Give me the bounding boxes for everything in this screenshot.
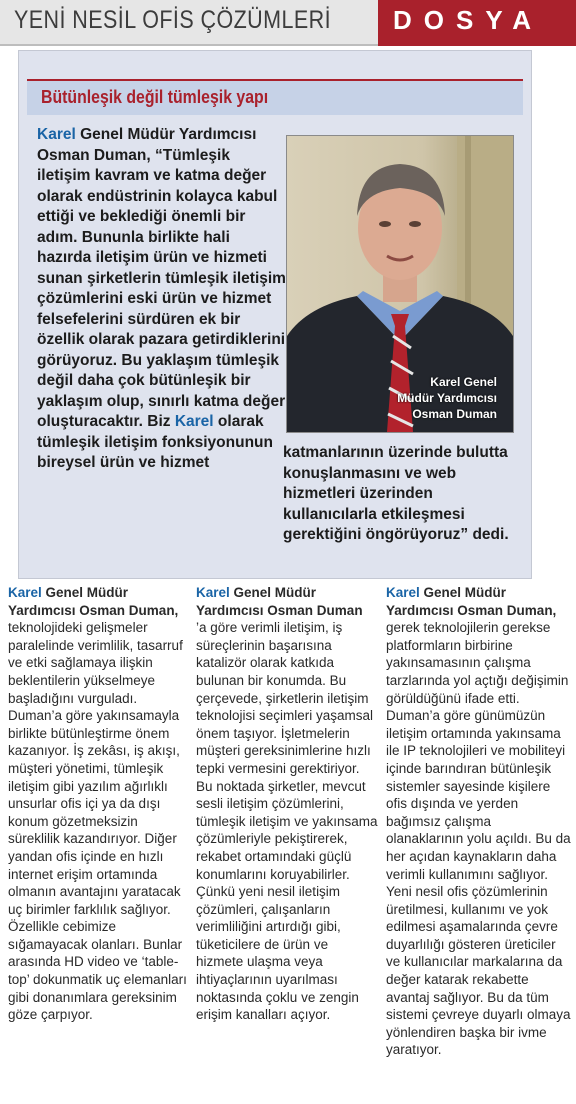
quote-body: Genel Müdür Yardımcısı Osman Duman, “Tümleşik iletişim kavram ve katma değer olarak endüstrinin kolayca kabul ettiği ve beklediği önemli bir adım. Bununla birlikte hali hazırda iletişim ürün ve hizmeti sunan şirketlerin tümleşik iletişim çözümlerini eski ürün ve hizmet felsefelerini sürdüren ek bir özellik olarak pazara getirdiklerini görüyoruz. Bu yaklaşım tümleşik değil daha çok bütünleşik bir yaklaşım olup, sınırlı katma değer oluşturacaktır. Biz bbox=[37, 126, 286, 430]
sidebar-box bbox=[18, 50, 532, 579]
quote-right-text: katmanlarının üzerinde bulutta konuşlanmasını ve web hizmetleri üzerinden kullanıcılarla etkileşmesi gerektiğini öngörüyoruz” dedi. bbox=[283, 444, 509, 543]
lead-text: Genel Müdür Yardımcısı Osman Duman, bbox=[386, 585, 557, 618]
article-column-1 bbox=[8, 584, 193, 1024]
lead-text: Genel Müdür Yardımcısı Osman Duman bbox=[196, 585, 363, 618]
lead-text: Genel Müdür Yardımcısı Osman Duman, bbox=[8, 585, 179, 618]
brand-name: Karel bbox=[174, 413, 214, 430]
caption-line: Osman Duman bbox=[412, 407, 497, 421]
article-column-3 bbox=[386, 584, 572, 1059]
masthead-title-bar bbox=[0, 0, 378, 46]
box-heading: Bütünleşik değil tümleşik yapı bbox=[41, 87, 269, 107]
caption-line: Müdür Yardımcısı bbox=[397, 391, 497, 405]
photo-caption bbox=[397, 374, 497, 422]
portrait-photo bbox=[286, 135, 514, 433]
section-tag bbox=[378, 0, 576, 46]
column-body: teknolojideki gelişmeler paralelinde verimlilik, tasarruf ve etki sağlamaya ilişkin beklentilerin yükselmeye başladığını vurguladı. Duman’a göre yakınsamayla birlikte bütünleştirme önem kazanıyor. İş zekâsı, iş akışı, müşteri yönetimi, tümleşik iletişim gibi yazılım ağırlıklı unsurlar ofis içi ya da dışı konum gözetmeksizin süreklilik kazandırıyor. Diğer yandan ofis içinde en hızlı internet erişim ortamında olmanın avantajını yaratacak uç birimler farklılık sağlıyor. Özellikle cebimize sığamayacak olanları. Bunlar arasında HD video ve ‘table-top’ dokunmatik uç elemanları gibi donanımlara gereksinim göze çarpıyor. bbox=[8, 620, 187, 1023]
box-heading-band bbox=[27, 79, 523, 115]
article-column-2 bbox=[196, 584, 378, 1024]
column-body: ’a göre verimli iletişim, iş süreçlerinin başarısına katalizör olarak katkıda bulunan bir konumda. Bu çerçevede, şirketlerin iletişim teknolojisi seçimleri yaşamsal önem taşıyor. İşletmelerin müşteri gereksinimlerine hızlı tepki vermesini gerektiriyor. Bu noktada şirketler, mevcut sesli iletişim çözümlerini, tümleşik iletişim ve yakınsama çözümleriyle pekiştirerek, rekabet ortamındaki güçlü konumlarını koruyabilirler. Çünkü yeni nesil iletişim çözümleri, çalışanların verimliliğini artırdığı gibi, tüketicilere de ürün ve hizmete ulaşma veya ihtiyaçlarının uyarılması noktasında çoklu ve zengin erişim kanalları açıyor. bbox=[196, 620, 378, 1023]
brand-name: Karel bbox=[8, 585, 42, 600]
column-body: gerek teknolojilerin gerekse platformların birbirine yakınsamasının çalışma tarzlarında yol açtığı değişimin görüldüğünü ifade etti. Duman’a göre günümüzün iletişim ortamında yakınsama ile IP teknolojileri ve mobiliteyi içinde barındıran bütünleşik sistemler sayesinde kişilere ofis dışında ve yerden bağımsız çalışma olanaklarının yolu açıldı. Bu da her açıdan kaynakların daha verimli kullanımını sağlıyor. Yeni nesil ofis çözümlerinin üretilmesi, kullanımı ve yok edilmesi aşamalarında çevre duyarlılığı gösteren üreticiler ve kullanıcılar markalarına da değer katarak rekabette avantaj sağlıyor. Bu da tüm sistemi çevreye duyarlı olmaya yönlendiren başka bir ivme yaratıyor. bbox=[386, 620, 571, 1058]
brand-name: Karel bbox=[37, 126, 76, 143]
masthead-title: YENİ NESİL OFİS ÇÖZÜMLERİ bbox=[14, 6, 331, 34]
section-label: DOSYA bbox=[393, 5, 544, 35]
quote-left-text bbox=[37, 125, 287, 474]
quote-body-end: olarak tümleşik iletişim fonksiyonunun bireysel ürün ve hizmet bbox=[37, 413, 273, 471]
column-lead bbox=[8, 584, 193, 619]
brand-name: Karel bbox=[386, 585, 420, 600]
masthead bbox=[0, 0, 576, 46]
column-lead bbox=[196, 584, 378, 619]
column-lead bbox=[386, 584, 572, 619]
brand-name: Karel bbox=[196, 585, 230, 600]
caption-line: Karel Genel bbox=[430, 375, 497, 389]
